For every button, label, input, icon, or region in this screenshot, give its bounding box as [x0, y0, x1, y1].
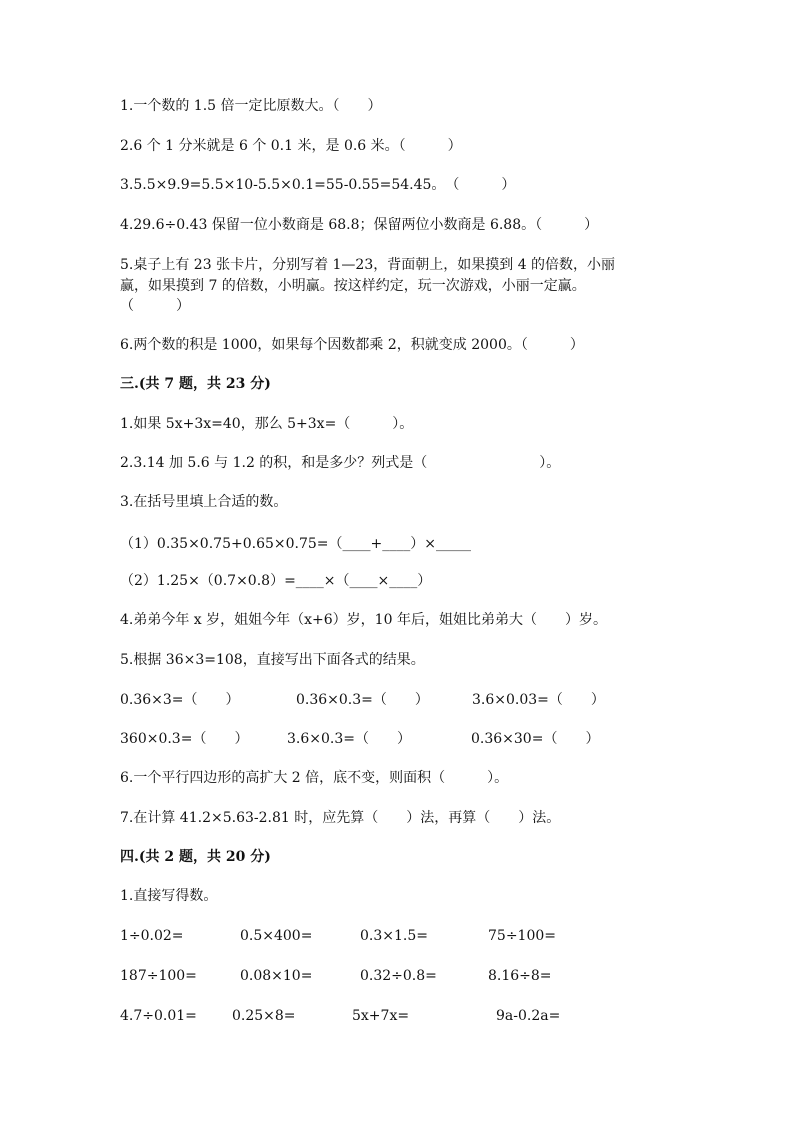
calc-cell: 0.3×1.5= [360, 928, 428, 944]
question-3-3: 3.在括号里填上合适的数。 [120, 494, 288, 510]
question-2-6: 6.两个数的积是 1000，如果每个因数都乘 2，积就变成 2000。（ ） [120, 337, 584, 353]
question-2-5-line1: 5.桌子上有 23 张卡片，分别写着 1—23，背面朝上，如果摸到 4 的倍数，小丽 [120, 257, 616, 273]
calc-cell: 0.32÷0.8= [360, 968, 437, 984]
question-3-3-part2: （2）1.25×（0.7×0.8）=____×（____×____） [120, 573, 432, 589]
grid-cell: 0.36×30=（ ） [471, 731, 600, 747]
section-4-heading: 四.(共 2 题，共 20 分) [120, 849, 271, 865]
question-2-2: 2.6 个 1 分米就是 6 个 0.1 米，是 0.6 米。（ ） [120, 138, 462, 154]
calc-cell: 187÷100= [120, 968, 197, 984]
question-3-3-part1: （1）0.35×0.75+0.65×0.75=（____+____）×_____ [120, 536, 471, 552]
calc-cell: 9a-0.2a= [496, 1008, 561, 1024]
calc-cell: 5x+7x= [352, 1008, 410, 1024]
calc-cell: 8.16÷8= [488, 968, 552, 984]
grid-cell: 3.6×0.03=（ ） [472, 692, 605, 708]
question-2-4: 4.29.6÷0.43 保留一位小数商是 68.8；保留两位小数商是 6.88。（ ） [120, 217, 599, 233]
question-3-6: 6.一个平行四边形的高扩大 2 倍，底不变，则面积（ ）。 [120, 770, 509, 786]
question-4-1: 1.直接写得数。 [120, 888, 218, 904]
grid-cell: 0.36×0.3=（ ） [296, 692, 429, 708]
grid-cell: 0.36×3=（ ） [120, 692, 240, 708]
calc-cell: 0.5×400= [240, 928, 313, 944]
question-3-4: 4.弟弟今年 x 岁，姐姐今年（x+6）岁，10 年后，姐姐比弟弟大（ ）岁。 [120, 612, 607, 628]
calc-cell: 4.7÷0.01= [120, 1008, 197, 1024]
question-2-5-line2: 赢，如果摸到 7 的倍数，小明赢。按这样约定，玩一次游戏，小丽一定赢。 [120, 278, 586, 294]
calc-cell: 75÷100= [488, 928, 556, 944]
calc-cell: 0.08×10= [240, 968, 313, 984]
question-3-5: 5.根据 36×3=108，直接写出下面各式的结果。 [120, 652, 425, 668]
section-3-heading: 三.(共 7 题，共 23 分) [120, 376, 271, 392]
question-3-2: 2.3.14 加 5.6 与 1.2 的积，和是多少？列式是（ ）。 [120, 455, 561, 471]
calc-cell: 1÷0.02= [120, 928, 184, 944]
question-3-7: 7.在计算 41.2×5.63-2.81 时，应先算（ ）法，再算（ ）法。 [120, 810, 561, 826]
question-2-3: 3.5.5×9.9=5.5×10-5.5×0.1=55-0.55=54.45。 （ ） [120, 177, 516, 193]
question-2-1: 1.一个数的 1.5 倍一定比原数大。（ ） [120, 98, 382, 114]
calc-cell: 0.25×8= [232, 1008, 296, 1024]
grid-cell: 3.6×0.3=（ ） [287, 731, 411, 747]
question-2-5-line3: （ ） [120, 298, 190, 314]
grid-cell: 360×0.3=（ ） [120, 731, 249, 747]
question-3-1: 1.如果 5x+3x=40，那么 5+3x=（ ）。 [120, 416, 414, 432]
